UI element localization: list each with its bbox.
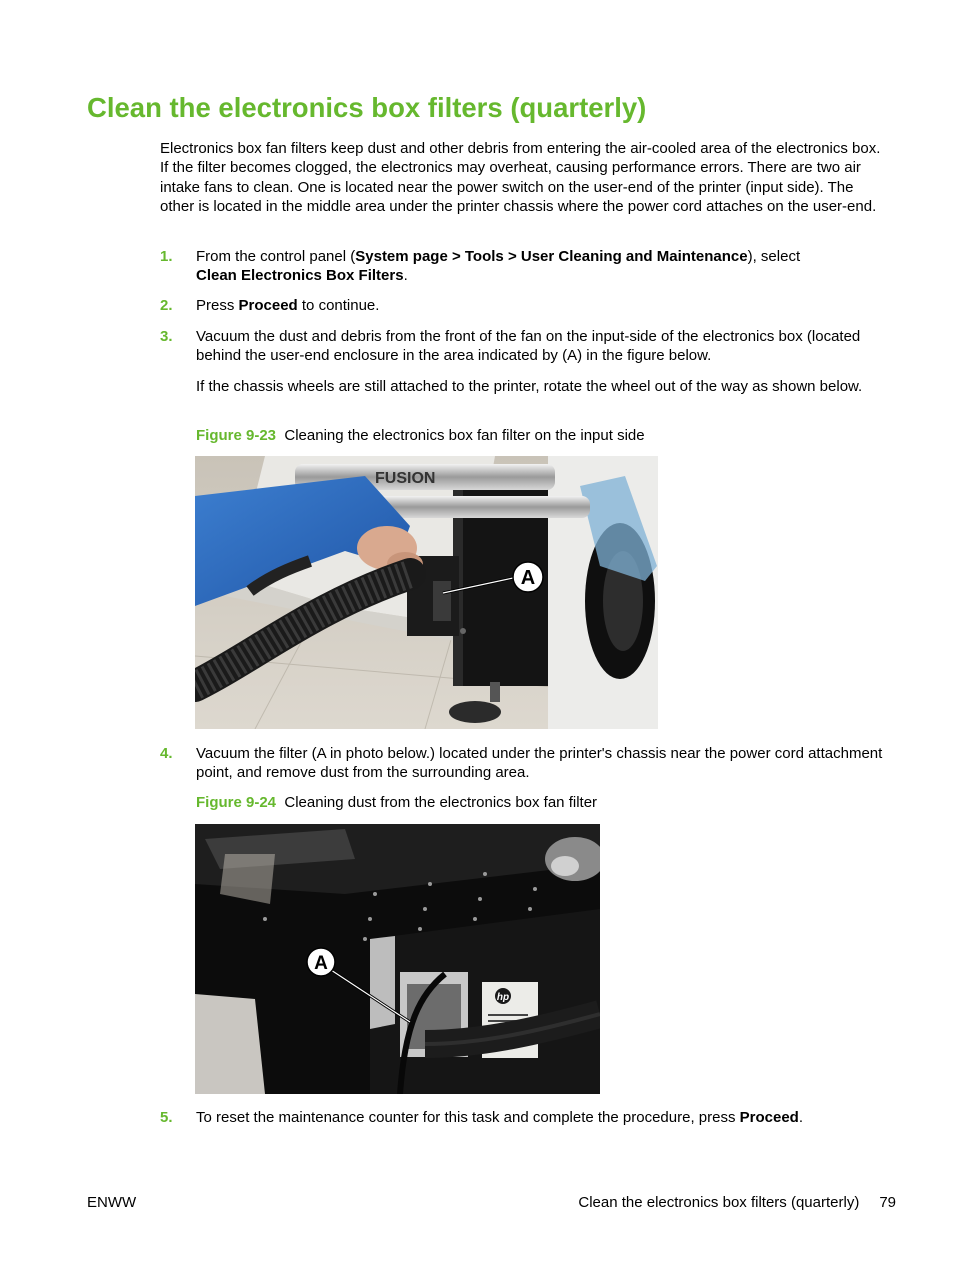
step-text-part: . [798,1109,804,1126]
intro-paragraph: Electronics box fan filters keep dust and other debris from entering the air-cooled area of the electronics box. If the filter becomes clogged, the electronics may overheat, causing performance errors. There are two air intake fans to clean. One is located near the power switch on the user-end of the printer (input side). The other is located in the middle area under the printer chassis where the power cord attaches on the user-end. [160,140,881,216]
step-text-part: From the control panel ( [196,248,356,265]
figure-9-23-photo [195,456,658,729]
footer-left: ENWW [87,1194,137,1211]
step-text-part: To reset the maintenance counter for this task and complete the procedure, press [196,1109,740,1126]
bar-label: FUSION [375,470,436,487]
figure-caption-text: Cleaning the electronics box fan filter on the input side [284,427,645,444]
button-name: Proceed [739,1109,799,1126]
footer-right [578,1193,896,1212]
step-text-part: . [403,267,408,285]
page-number: 79 [879,1194,896,1211]
footer-section-title: Clean the electronics box filters (quarterly) [578,1194,860,1211]
callout-a: A [520,567,536,589]
step-number: 4. [160,745,173,762]
figure-caption-text: Cleaning dust from the electronics box fan filter [284,794,598,811]
hp-logo: hp [496,992,510,1003]
step-text-part: ), select [747,248,801,265]
menu-path: System page > Tools > User Cleaning and Maintenance [355,248,748,265]
callout-a: A [314,953,328,974]
step-text-part: Press [196,297,239,314]
step-3-note: If the chassis wheels are still attached to the printer, rotate the wheel out of the way as shown below. [196,378,863,395]
step-text: Vacuum the dust and debris from the front of the fan on the input-side of the electronics box (located behind the user-end enclosure in the area indicated by (A) in the figure below. [196,328,861,365]
figure-caption [196,793,886,812]
figure-label: Figure 9-24 [196,794,277,811]
step-text-part: to continue. [297,297,380,314]
step-number: 1. [160,248,173,265]
step-number: 5. [160,1109,173,1126]
page-title: Clean the electronics box filters (quarterly) [87,92,647,123]
menu-option: Clean Electronics Box Filters [196,267,404,285]
step-text [196,296,890,315]
figure-caption [196,426,886,445]
step-text [196,247,890,286]
button-name: Proceed [238,297,298,314]
figure-9-24-photo [195,824,600,1094]
figure-label: Figure 9-23 [196,427,277,444]
step-text [196,1108,890,1127]
step-number: 3. [160,328,173,345]
step-text: Vacuum the filter (A in photo below.) located under the printer's chassis near the power cord attachment point, and remove dust from the surrounding area. [196,745,883,782]
step-number: 2. [160,297,173,314]
